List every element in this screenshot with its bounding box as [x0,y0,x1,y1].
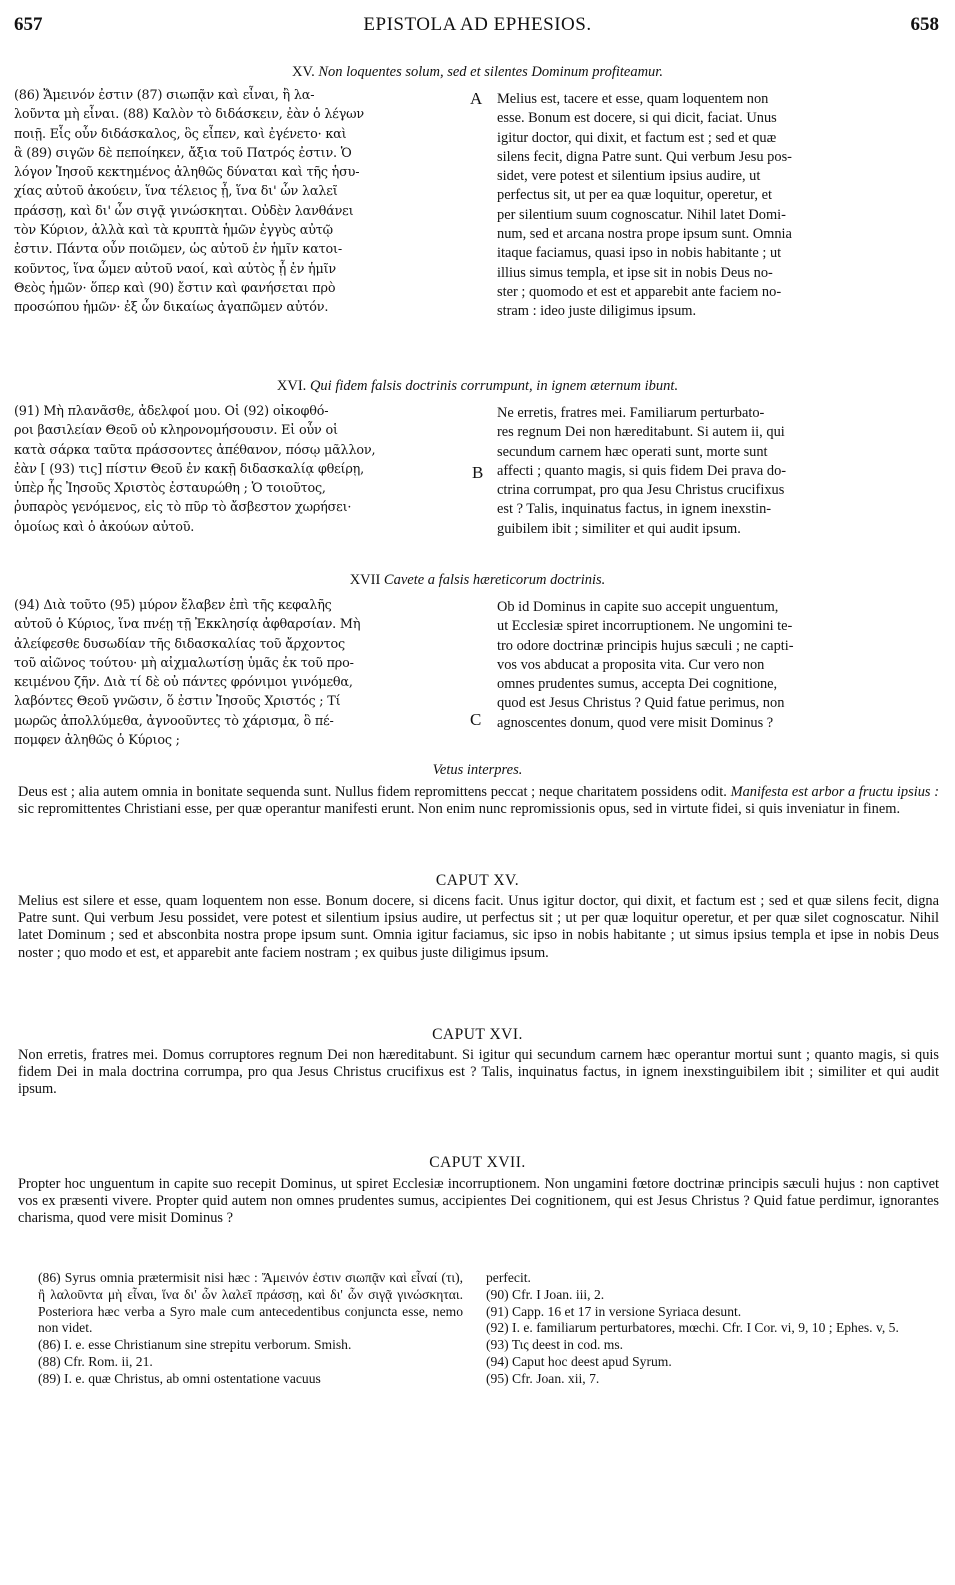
footnotes-right [486,1270,926,1388]
footnote: (93) Τις deest in cod. ms. [486,1337,624,1353]
vetus-interpres-heading: Vetus interpres. [432,762,523,778]
section-heading-xvii: XVII Cavete a falsis hæreticorum doctrinis. [349,572,606,588]
greek-text-xvii: (94) Διὰ τοῦτο (95) μύρον ἔλαβεν ἐπὶ τῆς κεφαλῆς αὐτοῦ ὁ Κύριος, ἵνα πνέῃ τῇ Ἐκκλησίᾳ ἀφθαρσίαν. Μὴ ἀλείφεσθε δυσωδίαν τῆς διδασκαλίας τοῦ ἄρχοντος τοῦ αἰῶνος τούτου· μὴ αἰχμαλωτίσῃ ὑμᾶς ἐκ τοῦ προ- κειμένου ζῆν. Διὰ τί δὲ οὐ πάντες φρόνιμοι γινόμεθα, λαβόντες Θεοῦ γνῶσιν, ὅ ἐστιν Ἰησοῦς Χριστός ; Τί μωρῶς ἀπολλύμεθα, ἀγνοοῦντες τὸ χάρισμα, ὃ πέ- πομφεν ἀληθῶς ὁ Κύριος ; [14,598,361,749]
caput-xvii-text: Propter hoc unguentum in capite suo recepit Dominus, ut spiret Ecclesiæ incorruptionem. Non ungamini fœtore doctrinæ principis sæculi hujus : non captivet vos ex præsenti vivere. Propter quid autem non omnes prudentes sumus, accipientes Dei cognitionem, qui est Jesus Christus ? Quid fatue perdimur, ignorantes charisma, quod vere misit Dominus ? [18,1176,939,1227]
footnote: (90) Cfr. I Joan. iii, 2. [486,1286,605,1302]
running-title: EPISTOLA AD EPHESIOS. [363,14,592,35]
caput-xv-text: Melius est silere et esse, quam loquentem non esse. Bonum docere, si dicens facit. Unus igitur doctor, qui dixit, et factum est ; sed et quæ silens fecit, digna Patre sunt. Qui verbum Jesu possidet, vere potest et silentium ipsius audire, ut perfectus sit ; ut per quæ loquitur operetur, et per quæ silet cognoscatur. Nihil latet Dominum ; sed et absconbita nostra prope ipsum sunt. Omnia igitur faciamus, sic ipso in nobis habitante ; ut simus ipsius templa et ipse in nobis Deus noster ; quo modo et est, et apparebit ante faciem nostram ; ex quibus juste diligimus ipsum. [18,893,939,961]
footnote: (86) Syrus omnia prætermisit nisi hæc : Ἄμεινόν ἐστιν σιωπᾷν καὶ εἶναί (τι), ἢ λαλοῦντα μὴ εἶναι, ἵνα δι' ὧν λαλεῖ πράσσῃ, καὶ δι' ὧν σιγᾷ γινώσκηται. Posteriora hæc verba a Syro male cum antecedentibus conjuncta esse, nemo non videt. [38,1270,463,1336]
greek-text-xv: (86) Ἄμεινόν ἐστιν (87) σιωπᾷν καὶ εἶναι, ἢ λα- λοῦντα μὴ εἶναι. (88) Καλὸν τὸ διδάσκειν, ἐὰν ὁ λέγων ποιῇ. Εἷς οὖν διδάσκαλος, ὃς εἶπεν, καὶ ἐγένετο· καὶ ἃ (89) σιγῶν δὲ πεποίηκεν, ἄξια τοῦ Πατρός ἐστιν. Ὁ λόγον Ἰησοῦ κεκτημένος ἀληθῶς δύναται καὶ τῆς ἡσυ- χίας αὐτοῦ ἀκούειν, ἵνα τέλειος ᾖ, ἵνα δι' ὧν λαλεῖ πράσσῃ, καὶ δι' ὧν σιγᾷ γινώσκηται. Οὐδὲν λανθάνει τὸν Κύριον, ἀλλὰ καὶ τὰ κρυπτὰ ἡμῶν ἐγγὺς αὐτῷ ἐστιν. Πάντα οὖν ποιῶμεν, ὡς αὐτοῦ ἐν ἡμῖν κατοι- κοῦντος, ἵνα ὦμεν αὐτοῦ ναοί, καὶ αὐτὸς ᾖ ἐν ἡμῖν Θεὸς ἡμῶν· ὅπερ καὶ (90) ἔστιν καὶ φανήσεται πρὸ προσώπου ἡμῶν· ἐξ ὧν δικαίως ἀγαπῶμεν αὐτόν. [14,88,364,316]
section-heading-xv: XV. Non loquentes solum, sed et silentes Dominum profiteamur. [292,64,663,80]
page-number-left: 657 [14,14,43,35]
footnote: (86) I. e. esse Christianum sine strepitu verborum. Smish. [38,1337,352,1353]
footnote: (95) Cfr. Joan. xii, 7. [486,1370,600,1386]
margin-letter-c: C [470,710,482,729]
footnote: perfecit. [486,1270,531,1285]
caput-xvi-heading: CAPUT XVI. [432,1026,523,1043]
section-heading-xvi: XVI. Qui fidem falsis doctrinis corrumpunt, in ignem æternum ibunt. [276,378,679,394]
latin-text-xvi: Ne erretis, fratres mei. Familiarum perturbato- res regnum Dei non hæreditabunt. Si autem ii, qui secundum carnem hæc operati sunt, morte sunt affecti ; quanto magis, si quis fidem Dei prava do- ctrina corrumpat, pro qua Jesu Christus crucifixus est ? Talis, inquinatus factus, in ignem inexstin- guibilem ibit ; similiter et qui audit ipsum. [497,405,787,537]
footnote: (94) Caput hoc deest apud Syrum. [486,1353,672,1369]
caput-xv-heading: CAPUT XV. [435,872,520,889]
caput-xvii-heading: CAPUT XVII. [429,1154,526,1171]
latin-text-xvii: Ob id Dominus in capite suo accepit unguentum, ut Ecclesiæ spiret incorruptionem. Ne ungomini te- tro odore doctrinæ principis hujus sæculi ; ne capti- vos vos abducat a proposita vita. Cur vero non omnes prudentes sumus, accepta Dei cognitione, quod est Jesus Christus ? Quid fatue perimus, non agnoscentes donum, quod vere misit Dominus ? [497,599,794,731]
footnote: (88) Cfr. Rom. ii, 21. [38,1353,153,1369]
page-number-right: 658 [910,14,939,35]
footnote: (91) Capp. 16 et 17 in versione Syriaca desunt. [486,1303,742,1319]
vetus-interpres-text: Deus est ; alia autem omnia in bonitate sequenda sunt. Nullus fidem repromittens peccat ; neque charitatem possidens odit. Manifesta est arbor a fructu ipsius : sic repromittentes Christiani esse, per quæ operantur manifesti erunt. Non enim nunc repromissionis opus, sed in virtute fidei, si quis inveniatur in finem. [18,784,939,818]
latin-text-xv: Melius est, tacere et esse, quam loquentem non esse. Bonum est docere, si qui dicit, faciat. Unus igitur doctor, qui dixit, et factum est ; sed et quæ silens fecit, digna Patre sunt. Qui verbum Jesu pos- sidet, vere potest et silentium ipsius audire, ut perfectus sit, ut per ea quæ loquitur, operetur, et per silentium suum cognoscatur. Nihil latet Domi- num, sed et arcana nostra prope ipsum sunt. Omnia itaque faciamus, quasi ipso in nobis habitante ; ut illius simus templa, et ipse sit in nobis Deus no- ster ; quomodo et est et apparebit ante faciem no- stram : ideo juste diligimus ipsum. [497,91,792,320]
footnotes-left [38,1270,463,1388]
margin-letter-a: A [470,89,483,108]
footnote: (92) I. e. familiarum perturbatores, mœchi. Cfr. I Cor. vi, 9, 10 ; Ephes. v, 5. [486,1320,899,1336]
caput-xvi-text: Non erretis, fratres mei. Domus corruptores regnum Dei non hæreditabunt. Si igitur qui secundum carnem hæc operantur mortui sunt ; quanto magis, si quis fidem Dei in mala doctrina corrumpa, pro qua Jesus Christus crucifixus est ? Talis, inquinatus factus, in ignem inexstinguibilem ibit ; similiter et qui audit ipsum. [18,1047,939,1098]
footnote: (89) I. e. quæ Christus, ab omni ostentatione vacuus [38,1370,321,1386]
margin-letter-b: B [472,463,484,482]
greek-text-xvi: (91) Μὴ πλανᾶσθε, ἀδελφοί μου. Οἱ (92) οἰκοφθό- ροι βασιλείαν Θεοῦ οὐ κληρονομήσουσιν. Εἰ οὖν οἱ κατὰ σάρκα ταῦτα πράσσοντες ἀπέθανον, πόσῳ μᾶλλον, ἐὰν [ (93) τις] πίστιν Θεοῦ ἐν κακῇ διδασκαλίᾳ φθείρῃ, ὑπὲρ ἧς Ἰησοῦς Χριστὸς ἐσταυρώθη ; Ὁ τοιοῦτος, ῥυπαρὸς γενόμενος, εἰς τὸ πῦρ τὸ ἄσβεστον χωρήσει· ὁμοίως καὶ ὁ ἀκούων αὐτοῦ. [14,404,376,535]
